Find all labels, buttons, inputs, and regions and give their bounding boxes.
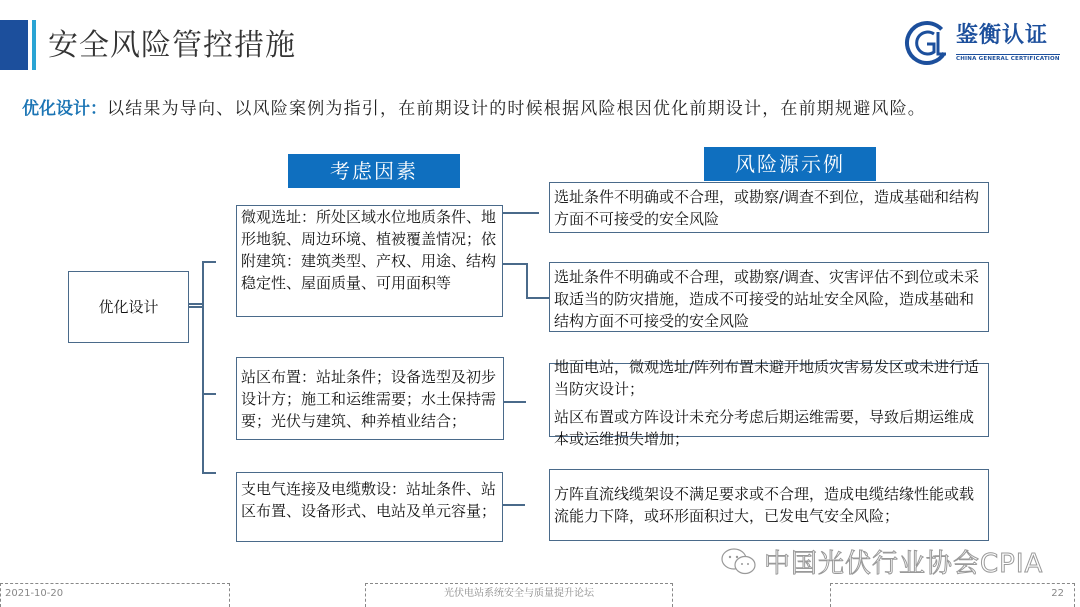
risks-header: 风险源示例 <box>704 147 876 181</box>
title-accent-bar <box>0 20 28 70</box>
connector-f2-r3 <box>504 401 526 403</box>
risk-text-operation: 站区布置或方阵设计未充分考虑后期运维需要，导致后期运维成本或运维损失增加； <box>554 408 975 448</box>
watermark-text: 中国光伏行业协会CPIA <box>764 549 1044 579</box>
risk-text-cable: 方阵直流线缆架设不满足要求或不合理，造成电缆结缘性能或载流能力下降，或环形面积过大，已发电气安全风险； <box>554 485 975 525</box>
gc-logo-icon <box>904 20 950 66</box>
risk-text-ground-station: 地面电站，微观选址/阵列布置未避开地质灾害易发区或未进行适当防灾设计； <box>554 358 980 398</box>
watermark <box>720 543 1043 580</box>
wechat-icon <box>720 547 758 577</box>
connector-f3-r4 <box>503 504 525 506</box>
company-logo <box>900 14 1060 70</box>
risk-box-3 <box>549 358 989 448</box>
logo-name-cn: 鉴衡认证 <box>956 23 1049 48</box>
risk-box-1: 选址条件不明确或不合理，或勘察/调查不到位，造成基础和结构方面不可接受的安全风险 <box>549 182 989 233</box>
subtitle <box>22 97 926 121</box>
factor-text: 站区布置：站址条件；设备选型及初步设计方；施工和运维需要；水土保持需要；光伏与建筑、种养植业结合； <box>241 367 497 430</box>
connector-f1-r2-h1 <box>503 263 527 265</box>
connector-left-top <box>202 261 216 263</box>
footer-event-title: 光伏电站系统安全与质量提升论坛 <box>365 583 673 607</box>
factors-header: 考虑因素 <box>288 154 460 188</box>
connector-f1-r2-v <box>526 263 528 298</box>
connector-root-out <box>189 303 203 305</box>
connector-f1-r1 <box>503 212 539 214</box>
factor-box-station-layout <box>236 357 504 440</box>
page-title: 安全风险管控措施 <box>48 28 296 63</box>
root-node-optimize-design: 优化设计 <box>68 271 189 343</box>
connector-root-out-2 <box>189 306 203 308</box>
subtitle-key: 优化设计： <box>22 99 107 119</box>
subtitle-text: 以结果为导向、以风险案例为指引，在前期设计的时候根据风险根因优化前期设计，在前期规避风险。 <box>107 99 926 119</box>
connector-left-bottom <box>202 472 216 474</box>
connector-f1-r2-h2 <box>526 297 549 299</box>
title-accent-stripe <box>32 20 36 70</box>
factor-box-electrical-cabling: 支电气连接及电缆敷设：站址条件、站区布置、设备形式、电站及单元容量； <box>236 472 503 542</box>
risk-box-4 <box>549 469 989 541</box>
risk-box-2: 选址条件不明确或不合理，或勘察/调查、灾害评估不到位或未采取适当的防灾措施，造成不可接受的站址安全风险，造成基础和结构方面不可接受的安全风险 <box>549 262 989 332</box>
connector-left-mid <box>202 393 216 395</box>
footer-date: 2021-10-20 <box>0 583 230 607</box>
connector-vertical-left <box>202 261 204 473</box>
footer-page-number: 22 <box>830 583 1075 607</box>
logo-name-en: CHINA GENERAL CERTIFICATION <box>956 56 1060 62</box>
factor-box-site-selection: 微观选址：所处区域水位地质条件、地形地貌、周边环境、植被覆盖情况；依附建筑：建筑类型、产权、用途、结构稳定性、屋面质量、可用面积等 <box>236 205 503 317</box>
